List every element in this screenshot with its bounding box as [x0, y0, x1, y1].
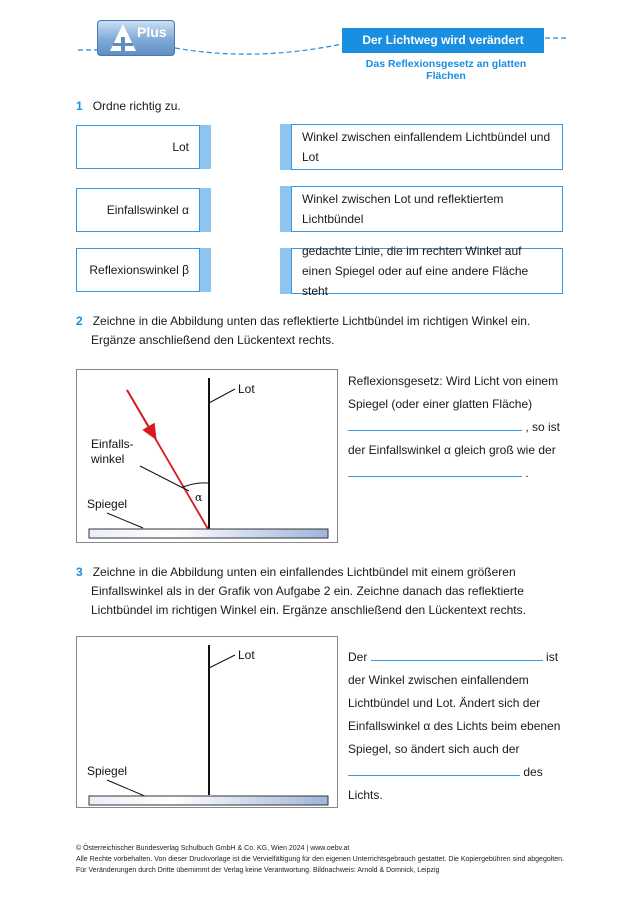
footer-line3: Für Veränderungen durch Dritte übernimmt der Verlag keine Verantwortung. Bildnachweis: Arnold & Domnick, Leipzig: [76, 867, 440, 874]
definition-connector: [280, 124, 291, 170]
cloze3-line5: Spiegel, so ändert sich auch der: [348, 742, 520, 756]
footer-line1: © Österreichischer Bundesverlag Schulbuch GmbH & Co. KG, Wien 2024 | www.oebv.at: [76, 845, 350, 852]
definition-connector: [280, 186, 291, 232]
cloze2-line1: Reflexionsgesetz: Wird Licht von einem: [348, 374, 559, 388]
cloze3-line4: Einfallswinkel α des Lichts beim ebenen: [348, 719, 561, 733]
term-connector: [200, 125, 211, 169]
figure-blank-reflection[interactable]: [76, 636, 338, 808]
angle-arc: [183, 483, 208, 487]
cloze3-line7: Lichts.: [348, 788, 383, 802]
task2-heading: [76, 312, 530, 331]
cloze3-line3: Lichtbündel und Lot. Ändert sich der: [348, 696, 541, 710]
task3-line2: Einfallswinkel als in der Grafik von Aufgabe 2 ein. Zeichne danach das reflektierte: [91, 584, 524, 598]
term-reflexionswinkel: Reflexionswinkel β: [89, 263, 189, 277]
cloze2-line3: , so ist: [525, 420, 561, 434]
cloze3-line2: der Winkel zwischen einfallendem: [348, 673, 529, 687]
task3-heading: [76, 563, 516, 582]
cloze2-blank1[interactable]: [348, 417, 522, 431]
task2-line1: Zeichne in die Abbildung unten das reflektierte Lichtbündel im richtigen Winkel ein.: [92, 314, 531, 328]
task1-instruction: Ordne richtig zu.: [92, 99, 181, 113]
einfallswinkel-label-1: Einfalls-: [91, 437, 134, 451]
footer: [76, 843, 596, 876]
triangle-logo-icon: [109, 23, 137, 53]
worksheet-subtitle: Das Reflexionsgesetz an glatten Flächen: [365, 58, 527, 82]
task2-cloze: [348, 370, 598, 485]
term-connector: [200, 248, 211, 292]
reflection-diagram: [77, 370, 337, 542]
logo-text: Plus: [137, 24, 167, 40]
task2-number: 2: [76, 314, 83, 328]
definition-3: gedachte Linie, die im rechten Winkel auf einen Spiegel oder auf eine andere Fläche steht: [302, 244, 529, 298]
einfallswinkel-label-2: winkel: [91, 452, 125, 466]
cloze3-line1a: Der: [348, 650, 368, 664]
task1-heading: [76, 97, 181, 116]
lot-label: Lot: [238, 648, 255, 662]
cloze3-blank2[interactable]: [348, 762, 520, 776]
cloze2-line5: .: [525, 466, 529, 480]
task1-number: 1: [76, 99, 83, 113]
definition-2: Winkel zwischen Lot und reflektiertem Lichtbündel: [302, 192, 504, 226]
blank-diagram: [77, 637, 337, 807]
term-einfallswinkel: Einfallswinkel α: [106, 203, 189, 217]
footer-line2: Alle Rechte vorbehalten. Von dieser Druckvorlage ist die Vervielfältigung für den eigenen Unterrichtsgebrauch gestattet. Die Kopiergebühren sind abgegolten.: [76, 856, 564, 863]
task3-line1: Zeichne in die Abbildung unten ein einfallendes Lichtbündel mit einem größeren: [92, 565, 516, 579]
term-box-einfallswinkel[interactable]: [76, 188, 200, 232]
definition-connector: [280, 248, 291, 294]
cloze3-line1b: ist: [546, 650, 559, 664]
spiegel-label: Spiegel: [87, 497, 128, 511]
mirror: [89, 796, 328, 805]
cloze3-blank1[interactable]: [371, 647, 543, 661]
definition-box-1[interactable]: [291, 124, 563, 170]
cloze2-line2: Spiegel (oder einer glatten Fläche): [348, 397, 533, 411]
task3-line3: Lichtbündel im richtigen Winkel ein. Ergänze anschließend den Lückentext rechts.: [91, 603, 526, 617]
task3-cloze: [348, 646, 598, 807]
cloze2-blank2[interactable]: [348, 463, 522, 477]
definition-box-3[interactable]: [291, 244, 563, 298]
cloze2-line4: der Einfallswinkel α gleich groß wie der: [348, 443, 556, 457]
term-box-lot[interactable]: [76, 125, 200, 169]
lot-label: Lot: [238, 382, 255, 396]
task3-number: 3: [76, 565, 83, 579]
spiegel-label: Spiegel: [87, 764, 128, 778]
figure-reflection[interactable]: [76, 369, 338, 543]
worksheet-title: Der Lichtweg wird verändert: [342, 28, 544, 53]
term-connector: [200, 188, 211, 232]
term-box-reflexionswinkel[interactable]: [76, 248, 200, 292]
cloze3-line6: des: [523, 765, 543, 779]
mirror: [89, 529, 328, 538]
definition-box-2[interactable]: [291, 186, 563, 232]
task2-line2: Ergänze anschließend den Lückentext rechts.: [91, 333, 335, 347]
plus-logo: [97, 20, 175, 56]
term-lot: Lot: [172, 140, 189, 154]
definition-1: Winkel zwischen einfallendem Lichtbündel und Lot: [302, 130, 551, 164]
alpha-symbol: α: [195, 491, 203, 504]
